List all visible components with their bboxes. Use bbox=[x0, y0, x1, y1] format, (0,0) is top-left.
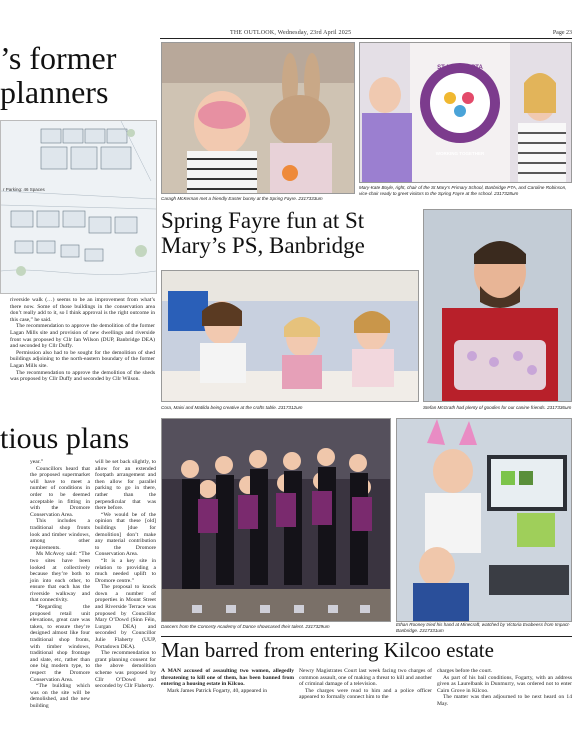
photo-easter-bunny bbox=[161, 42, 355, 194]
headline-planners-line1: ’s former bbox=[0, 40, 117, 76]
photo-pta-members-svg bbox=[360, 43, 572, 183]
caption-minecraft: Ethan Rooney tried his hand at Minecraft, watched by Victoria Evabeess from Impact-Banbridge. 2317331um bbox=[396, 622, 571, 633]
caption-pta: Mary-Kate Boyle, right, chair of the St Mary’s Primary School, Banbridge PTA, and Caroline Robinson, vice-chair ready to greet visitors to the Spring Fayre at the school. 2317328um bbox=[359, 185, 567, 196]
ambitious-col-2 bbox=[95, 459, 156, 690]
kilcoo-col-2 bbox=[299, 668, 432, 701]
photo-canine-goodies bbox=[423, 209, 572, 402]
plan-parking-label: r Parking: 46 Spaces bbox=[3, 187, 45, 192]
photo-minecraft bbox=[396, 418, 572, 622]
page-number: Page 23 bbox=[552, 30, 572, 36]
ambitious-c2-p5: The recommendation to grant planning consent for the above demolition scheme was proposed by Cllr O’Dowd and seconded by Cllr Flaherty. bbox=[95, 650, 156, 690]
photo-dancers bbox=[161, 418, 391, 622]
planners-article-body bbox=[10, 297, 155, 383]
caption-crafts: Cora, Maisi and Matilda being creative at the crafts table. 2317312um bbox=[161, 405, 303, 410]
photo-pta-members bbox=[359, 42, 572, 183]
ambitious-c2-p1: will be set back slightly, to allow for an extended footpath arrangement and then allow for parallel parking to go in there, rather than the perpendicular that was there before. bbox=[95, 459, 156, 512]
headline-kilcoo: Man barred from entering Kilcoo estate bbox=[161, 638, 494, 662]
headline-ambitious-plans: tious plans bbox=[0, 422, 130, 455]
photo-canine-goodies-svg bbox=[424, 210, 572, 402]
site-plan-drawing bbox=[0, 120, 157, 294]
ambitious-c1-p4: Ms McAvoy said: “The two sites have been looked at collectively because they’re both to join into each other, to ensure that each has the riverside walkway and that connectivity. bbox=[30, 551, 90, 604]
kilcoo-c3-p3: The matter was then adjourned to be next heard on 14 May. bbox=[437, 694, 572, 707]
planners-para-3: Permission also had to be sought for the demolition of shed buildings adjoining to the north-eastern boundary of the former Lagan Mills site. bbox=[10, 349, 155, 369]
pta-sign-text: ST MARY’S PTA bbox=[437, 65, 483, 71]
kilcoo-c2-p2: The charges were read to him and a police officer appeared to formally connect him to the bbox=[299, 687, 432, 701]
kilcoo-c2-p1: Newry Magistrates Court last week facing two charges of common assault, one of making a threat to kill and another of criminal damage of a television. bbox=[299, 668, 432, 688]
photo-crafts-table bbox=[161, 270, 419, 402]
headline-planners-line2: planners bbox=[0, 74, 109, 110]
ambitious-c2-p2: “We would be of the opinion that these [old] buildings [due for demolition] don’t make any material contribution to the Dromore Conservation Area. bbox=[95, 511, 156, 558]
planners-para-1: riverside walk (…) seems to be an improvement from what’s there now. Some of those buildings in the conservation area don’t really add to it, so I think approval is the right outcome in this case,” he said. bbox=[10, 297, 155, 323]
ambitious-c1-p3: This includes a traditional shop fronts look and timber windows, among other requirements. bbox=[30, 518, 90, 551]
planners-para-2: The recommendation to approve the demolition of the former Lagan Mills site and provision of new dwellings and riverside front was proposed by Cllr Ian Wilson (DUP, Banbridge DEA) and seconded by Cllr Duffy. bbox=[10, 323, 155, 350]
caption-easter-bunny: Caragh McKernan met a friendly Easter bunny at the Spring Fayre. 2317333um bbox=[161, 196, 323, 201]
masthead-date: THE OUTLOOK, Wednesday, 23rd April 2025 bbox=[230, 30, 352, 36]
ambitious-c1-p5: “Regarding the proposed retail unit elevations, great care was taken, to ensure they’re designed almost like four traditional shop fronts, with timber windows, traditional shop frontage and slate, etc, rather than one big modern type, to respect the Dromore Conservation Area. bbox=[30, 604, 90, 683]
caption-canine: Stefan McGrath had plenty of goodies for our canine friends. 2317336um bbox=[423, 405, 572, 410]
photo-easter-bunny-svg bbox=[162, 43, 355, 194]
kilcoo-c3-p1: charges before the court. bbox=[437, 668, 493, 674]
caption-dancers: Dancers from the Concerty Academy of Dance showcased their talent. 2317329um bbox=[161, 624, 330, 629]
kilcoo-top-rule bbox=[161, 636, 572, 637]
site-plan-svg bbox=[1, 121, 156, 293]
kilcoo-c1-p1: A MAN accused of assaulting two women, allegedly threatening to kill one of them, has been banned from entering a housing estate in Kilcoo. bbox=[161, 668, 294, 688]
ambitious-c2-p4: The proposal to knock down a number of properties in Mount Street and Riverside Terrace was proposed by Councillor Mary O’Dowd (Sinn Féin, Lurgan DEA) and seconded by Councillor Julie Flaherty (UUP, Portadown DEA). bbox=[95, 584, 156, 650]
ambitious-c1-p6: “The building which was on the site will be demolished, and the new building bbox=[30, 683, 90, 709]
ambitious-c2-p3: “It is a key site in relation to providing a much needed uplift to Dromore centre.” bbox=[95, 557, 156, 584]
photo-minecraft-svg bbox=[397, 419, 572, 622]
kilcoo-col-1 bbox=[161, 668, 294, 694]
ambitious-c1-p1: year.” bbox=[30, 459, 44, 465]
photo-crafts-table-svg bbox=[162, 271, 419, 402]
kilcoo-c3-p2: As part of his bail conditions, Fogarty, with an address given as Laurelbank in Dunmurry, was ordered not to enter Cairn Grove in Kilcoo. bbox=[437, 674, 572, 694]
photo-dancers-svg bbox=[162, 419, 391, 622]
planners-para-4: The recommendation to approve the demolition of the sheds was proposed by Cllr Duffy and seconded by Cllr Wilson. bbox=[10, 369, 155, 383]
pta-sign-sub: WORKING TOGETHER bbox=[435, 151, 485, 156]
ambitious-col-1 bbox=[30, 459, 90, 710]
kilcoo-col-3 bbox=[437, 668, 572, 708]
kilcoo-c1-p2: Mark James Patrick Fogarty, 40, appeared in bbox=[167, 687, 267, 694]
masthead-rule bbox=[160, 38, 572, 39]
headline-spring-fayre: Spring Fayre fun at St Mary’s PS, Banbridge bbox=[161, 208, 365, 258]
ambitious-c1-p2: Councillors heard that the proposed supermarket will have to meet a number of conditions in order to be deemed acceptable in fitting in with the Dromore Conservation Area. bbox=[30, 465, 90, 518]
